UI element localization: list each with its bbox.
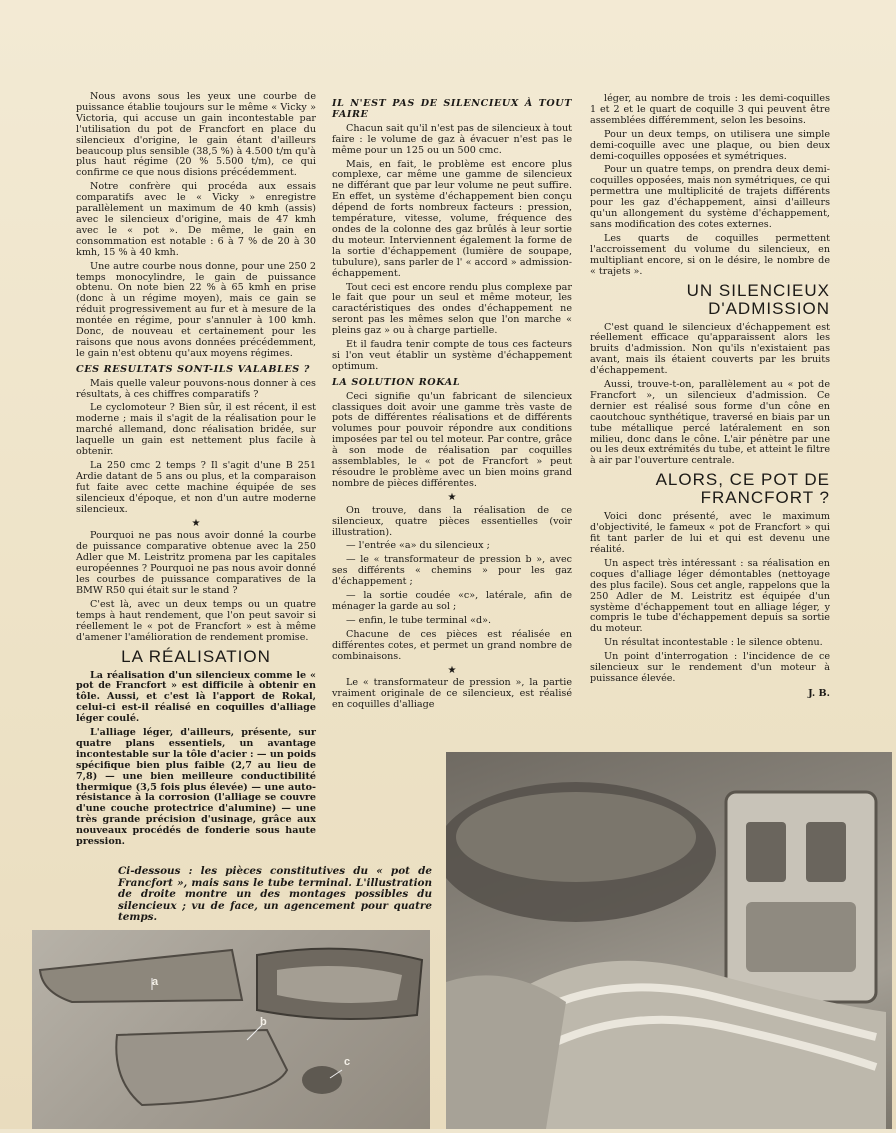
paragraph: Le « transformateur de pression », la partie vraiment originale de ce silencieux, est réalisé en coquilles d'alliage bbox=[332, 677, 572, 711]
column-3 bbox=[590, 94, 830, 700]
photo-silencer-assembly bbox=[446, 752, 892, 1129]
paragraph: La 250 cmc 2 temps ? Il s'agit d'une B 251 Ardie datant de 5 ans ou plus, et la comparaison fut faite avec cette machine équipée de ses silencieux d'époque, et non d'un autre moderne silencieux. bbox=[76, 460, 316, 515]
paragraph: Une autre courbe nous donne, pour une 250 2 temps monocylindre, le gain de puissance obtenu. On note bien 22 % à 65 kmh en prise (donc à un régime moyen), mais ce gain se réduit progressivement au fur et à mesure de la montée en régime, pour s'annuler à 100 kmh. Donc, de nouveau et certainement pour les raisons que nous avons données précédemment, le gain n'est obtenu qu'aux moyens régimes. bbox=[76, 260, 316, 359]
list-item: — le « transformateur de pression b », avec ses différents « chemins » pour les gaz d'échappement ; bbox=[332, 554, 572, 588]
paragraph: Et il faudra tenir compte de tous ces facteurs si l'on veut établir un système d'échappement optimum. bbox=[332, 339, 572, 372]
label-a: a bbox=[152, 976, 159, 988]
label-c: c bbox=[344, 1056, 351, 1068]
label-b: b bbox=[260, 1016, 267, 1028]
paragraph: Pour un quatre temps, on prendra deux demi-coquilles opposées, mais non symétriques, ce qui permettra une multiplicité de trajets différents pour les gaz d'échappement, ainsi d'ailleurs qu'un allongement du système d'échappement, sans modification des cotes externes. bbox=[590, 164, 830, 230]
author-signature: J. B. bbox=[808, 687, 830, 699]
paragraph: Voici donc présenté, avec le maximum d'objectivité, le fameux « pot de Francfort » qui fit tant parler de lui et qui est devenu une réalité. bbox=[590, 511, 830, 555]
paragraph: Nous avons sous les yeux une courbe de puissance établie toujours sur le même « Vicky » Victoria, qui accuse un gain incontestable par l'utilisation du pot de Francfort en place du silencieux d'origine, le gain étant d'ailleurs beaucoup plus sensible (38,5 %) à 4.500 t/m qu'à plus haut régime (20 % 5.500 t/m), ce qui confirme ce que nous disions précédemment. bbox=[76, 91, 316, 179]
paragraph: C'est là, avec un deux temps ou un quatre temps à haut rendement, que l'on peut savoir si réellement le « pot de Francfort » est à même d'amener l'amélioration de rendement promise. bbox=[76, 598, 316, 643]
paragraph: Chacune de ces pièces est réalisée en différentes cotes, et permet un grand nombre de combinaisons. bbox=[332, 628, 572, 662]
paragraph: On trouve, dans la réalisation de ce silencieux, quatre pièces essentielles (voir illustration). bbox=[332, 504, 572, 538]
section-star-icon: ★ bbox=[191, 517, 201, 529]
paragraph: Pourquoi ne pas nous avoir donné la courbe de puissance comparative obtenue avec la 250 Adler que M. Leistritz promena par les capitales européennes ? Pourquoi ne pas nous avoir donné les courbes de puissance comparatives de la BMW R50 qui était sur le stand ? bbox=[76, 530, 316, 596]
paragraph: Le cyclomoteur ? Bien sûr, il est récent, il est moderne ; mais il s'agit de la réalisation pour le marché allemand, donc réalisation bridée, sur laquelle un gain est nettement plus facile à obtenir. bbox=[76, 402, 316, 458]
paragraph: C'est quand le silencieux d'échappement est réellement efficace qu'apparaissent alors les bruits d'admission. Non qu'ils n'existaient pas avant, mais ils étaient couverts par les bruits d'échappement. bbox=[590, 321, 830, 377]
column-2 bbox=[332, 94, 572, 714]
paragraph: Chacun sait qu'il n'est pas de silencieux à tout faire : le volume de gaz à évacuer n'est pas le même pour un 125 ou un 500 cmc. bbox=[332, 122, 572, 156]
column-1 bbox=[76, 92, 316, 851]
section-star-icon: ★ bbox=[447, 664, 457, 676]
photo-caption: Ci-dessous : les pièces constitutives du « pot de Francfort », mais sans le tube terminal. L'illustration de droite montre un des montages possibles du silencieux ; vu de face, un agencement pour quatre temps. bbox=[118, 865, 432, 924]
paragraph: Un aspect très intéressant : sa réalisation en coques d'alliage léger démontables (nettoyage des plus facile). Sous cet angle, rappelons que la 250 Adler de M. Leistritz est équipée d'un système d'échappement tout en alliage léger, y compris le tube d'échappement depuis sa sortie du moteur. bbox=[590, 557, 830, 635]
heading-admission: UN SILENCIEUX D'ADMISSION bbox=[686, 280, 830, 318]
photo-silencer-parts bbox=[32, 930, 430, 1129]
heading-realisation: LA RÉALISATION bbox=[121, 646, 271, 666]
paragraph: La réalisation d'un silencieux comme le « pot de Francfort » est difficile à obtenir en tôle. Aussi, et c'est là l'apport de Rokal, celui-ci est-il réalisé en coquilles d'alliage léger coulé. bbox=[76, 669, 316, 725]
paragraph: Un point d'interrogation : l'incidence de ce silencieux sur le rendement d'un moteur à puissance élevée. bbox=[590, 651, 830, 684]
paragraph: Pour un deux temps, on utilisera une simple demi-coquille avec une plaque, ou bien deux demi-coquilles opposées et symétriques. bbox=[590, 128, 830, 162]
list-item: — enfin, le tube terminal «d». bbox=[346, 614, 492, 626]
paragraph: Aussi, trouve-t-on, parallèlement au « pot de Francfort », un silencieux d'admission. Ce dernier est réalisé sous forme d'un cône en caoutchouc synthétique, traversé en biais par un tube métallique percé latéralement en son milieu, donc dans le cône. L'air pénètre par une ou les deux extrémités du tube, et atteint le filtre à air par l'ouverture centrale. bbox=[590, 379, 830, 467]
paragraph: Notre confrère qui procéda aux essais comparatifs avec le « Vicky » enregistre parallèlement un maximum de 40 kmh (assis) avec le silencieux d'origine, mais de 47 kmh avec le « pot ». De même, le gain en consommation est notable : 6 à 7 % de 20 à 30 kmh, 15 % à 40 kmh. bbox=[76, 181, 316, 258]
section-star-icon: ★ bbox=[447, 491, 457, 503]
subheading-rokal: LA SOLUTION ROKAL bbox=[332, 376, 461, 388]
heading-alors: ALORS, CE POT DE FRANCFORT ? bbox=[655, 470, 830, 508]
paragraph: Mais quelle valeur pouvons-nous donner à ces résultats, à ces chiffres comparatifs ? bbox=[76, 377, 316, 400]
subheading-silencieux: IL N'EST PAS DE SILENCIEUX À TOUT FAIRE bbox=[332, 98, 572, 120]
subheading-resultats: CES RESULTATS SONT-ILS VALABLES ? bbox=[76, 363, 310, 375]
paragraph: Tout ceci est encore rendu plus complexe par le fait que pour un seul et même moteur, les caractéristiques des ondes d'échappement ne seront pas les mêmes selon que l'on marche « pleins gaz » ou à charge partielle. bbox=[332, 281, 572, 337]
paragraph: Un résultat incontestable : le silence obtenu. bbox=[604, 637, 823, 649]
list-item: — la sortie coudée «c», latérale, afin de ménager la garde au sol ; bbox=[332, 590, 572, 612]
paragraph: L'alliage léger, d'ailleurs, présente, sur quatre plans essentiels, un avantage incontestable sur la tôle d'acier : — un poids spécifique bien plus faible (2,7 au lieu de 7,8) — une bien meilleure conductibilité thermique (3,5 fois plus élevée) — une auto-résistance à la corrosion (l'alliage se couvre d'une couche protectrice d'alumine) — une très grande précision d'usinage, grâce aux nouveaux procédés de fonderie sous haute pression. bbox=[76, 727, 316, 848]
paragraph: Mais, en fait, le problème est encore plus complexe, car même une gamme de silencieux ne différant que par leur volume ne peut suffire. En effet, un système d'échappement bien conçu dépend de forts nombreux facteurs : pression, température, vitesse, volume, fréquence des ondes de la colonne des gaz brûlés à leur sortie du moteur. Interviennent également la forme de la sortie d'échappement (lumière de soupape, tubulure), sans parler de l' « accord » admission-échappement. bbox=[332, 158, 572, 279]
paragraph: Les quarts de coquilles permettent l'accroissement du volume du silencieux, en multipliant encore, si on le désire, le nombre de « trajets ». bbox=[590, 232, 830, 277]
paragraph: léger, au nombre de trois : les demi-coquilles 1 et 2 et le quart de coquille 3 qui peuvent être assemblées différemment, selon les besoins. bbox=[590, 93, 830, 126]
list-item: — l'entrée «a» du silencieux ; bbox=[346, 540, 490, 552]
silencer-parts-illustration bbox=[32, 930, 430, 1129]
paragraph: Ceci signifie qu'un fabricant de silencieux classiques doit avoir une gamme très vaste de pots de différentes réalisations et de différents volumes pour pouvoir répondre aux conditions imposées par tel ou tel moteur. Par contre, grâce à son mode de réalisation par coquilles assemblables, le « pot de Francfort » peut résoudre le problème avec un bien moins grand nombre de pièces différentes. bbox=[332, 390, 572, 489]
silencer-assembly-illustration bbox=[446, 752, 892, 1129]
